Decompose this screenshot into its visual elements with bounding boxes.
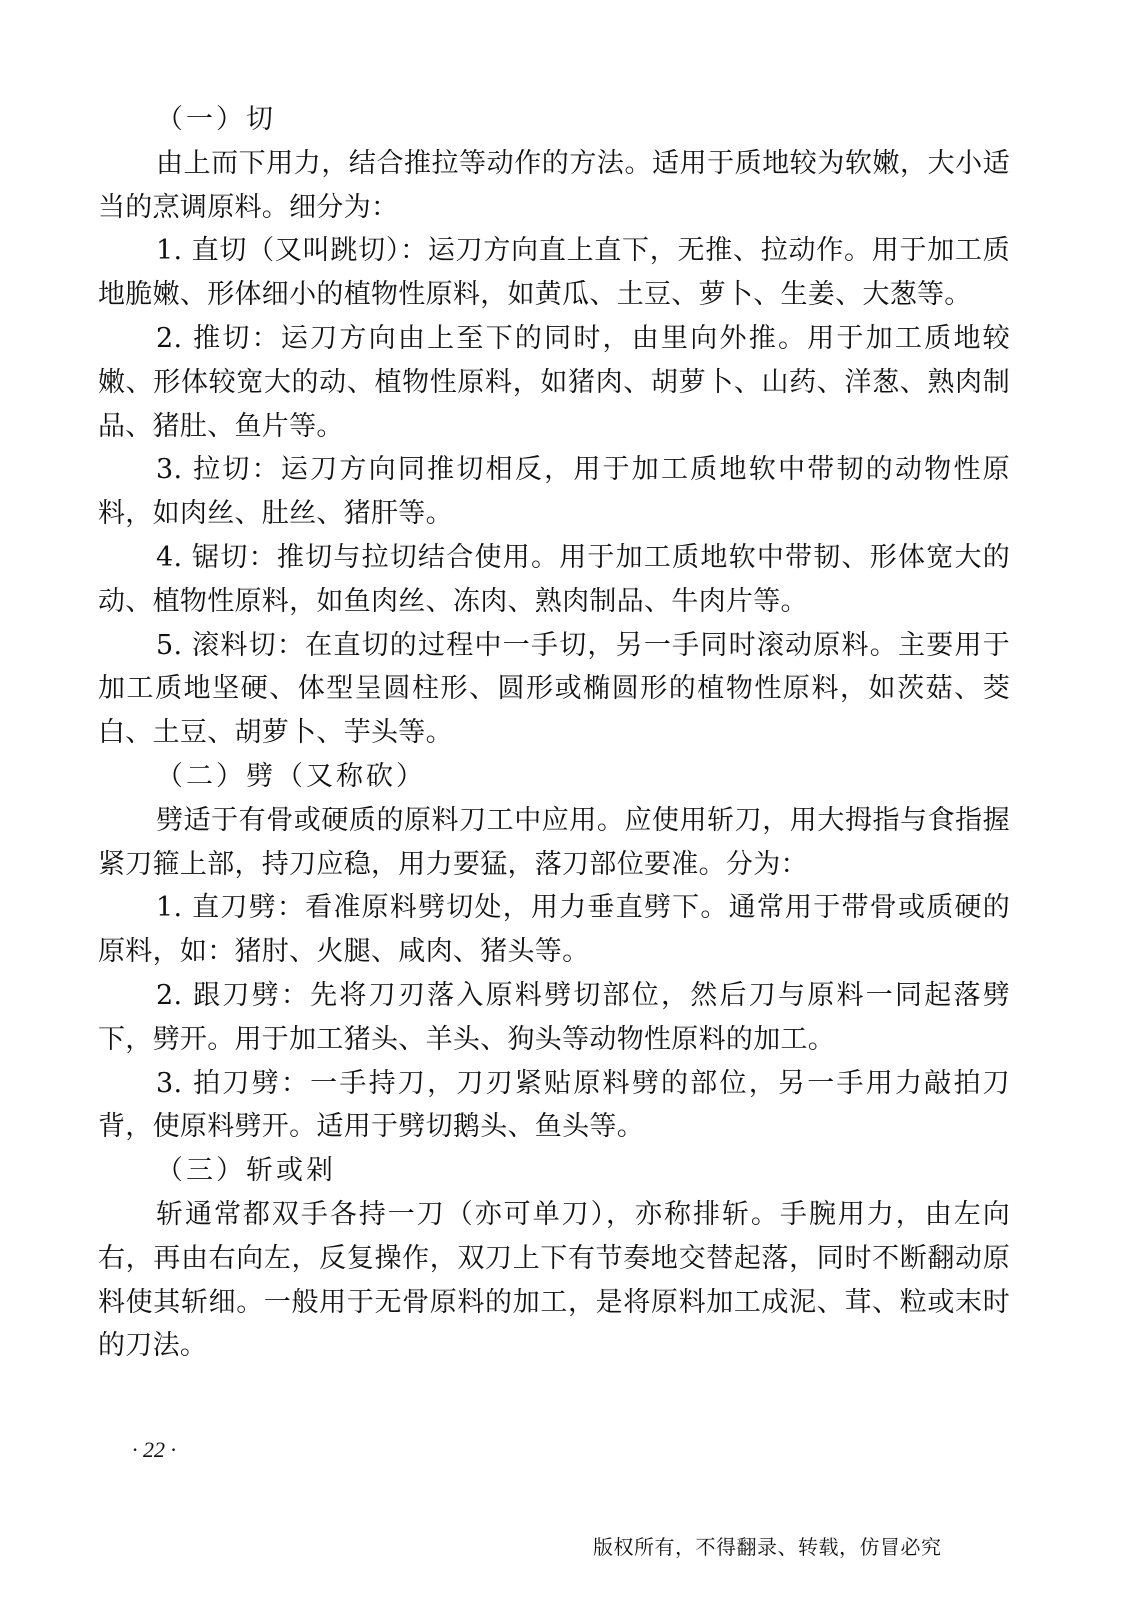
section-heading-2: （二）劈（又称砍）	[156, 760, 426, 792]
paragraph: 3. 拉切：运刀方向同推切相反，用于加工质地软中带韧的动物性原料，如肉丝、肚丝、猪肝等。	[98, 454, 1010, 530]
paragraph: 4. 锯切：推切与拉切结合使用。用于加工质地软中带韧、形体宽大的动、植物性原料，如鱼肉丝、冻肉、熟肉制品、牛肉片等。	[98, 541, 1010, 617]
section-heading-1: （一）切	[156, 104, 276, 135]
body-text	[98, 98, 1010, 1368]
paragraph: 5. 滚料切：在直切的过程中一手切，另一手同时滚动原料。主要用于加工质地坚硬、体型呈圆柱形、圆形或椭圆形的植物性原料，如茨菇、茭白、土豆、胡萝卜、芋头等。	[98, 629, 1010, 749]
paragraph: 劈适于有骨或硬质的原料刀工中应用。应使用斩刀，用大拇指与食指握紧刀箍上部，持刀应稳，用力要猛，落刀部位要准。分为：	[98, 804, 1010, 880]
page-number: · 22 ·	[132, 1437, 176, 1462]
paragraph: 2. 跟刀劈：先将刀刃落入原料劈切部位，然后刀与原料一同起落劈下，劈开。用于加工猪头、羊头、狗头等动物性原料的加工。	[98, 979, 1010, 1055]
paragraph: 由上而下用力，结合推拉等动作的方法。适用于质地较为软嫩，大小适当的烹调原料。细分为：	[98, 147, 1010, 223]
paragraph: 2. 推切：运刀方向由上至下的同时，由里向外推。用于加工质地较嫩、形体较宽大的动、植物性原料，如猪肉、胡萝卜、山药、洋葱、熟肉制品、猪肚、鱼片等。	[98, 322, 1010, 442]
section-heading-3: （三）斩或剁	[156, 1155, 336, 1187]
copyright-footer: 版权所有，不得翻录、转载，仿冒必究	[593, 1535, 942, 1559]
paragraph: 1. 直刀劈：看准原料劈切处，用力垂直劈下。通常用于带骨或质硬的原料，如：猪肘、火腿、咸肉、猪头等。	[98, 892, 1010, 968]
paragraph: 1. 直切（又叫跳切）：运刀方向直上直下，无推、拉动作。用于加工质地脆嫩、形体细小的植物性原料，如黄瓜、土豆、萝卜、生姜、大葱等。	[98, 235, 1010, 311]
paragraph: 3. 拍刀劈：一手持刀，刀刃紧贴原料劈的部位，另一手用力敲拍刀背，使原料劈开。适用于劈切鹅头、鱼头等。	[98, 1067, 1010, 1143]
paragraph: 斩通常都双手各持一刀（亦可单刀），亦称排斩。手腕用力，由左向右，再由右向左，反复操作，双刀上下有节奏地交替起落，同时不断翻动原料使其斩细。一般用于无骨原料的加工，是将原料加工成泥、茸、粒或末时的刀法。	[98, 1198, 1010, 1362]
